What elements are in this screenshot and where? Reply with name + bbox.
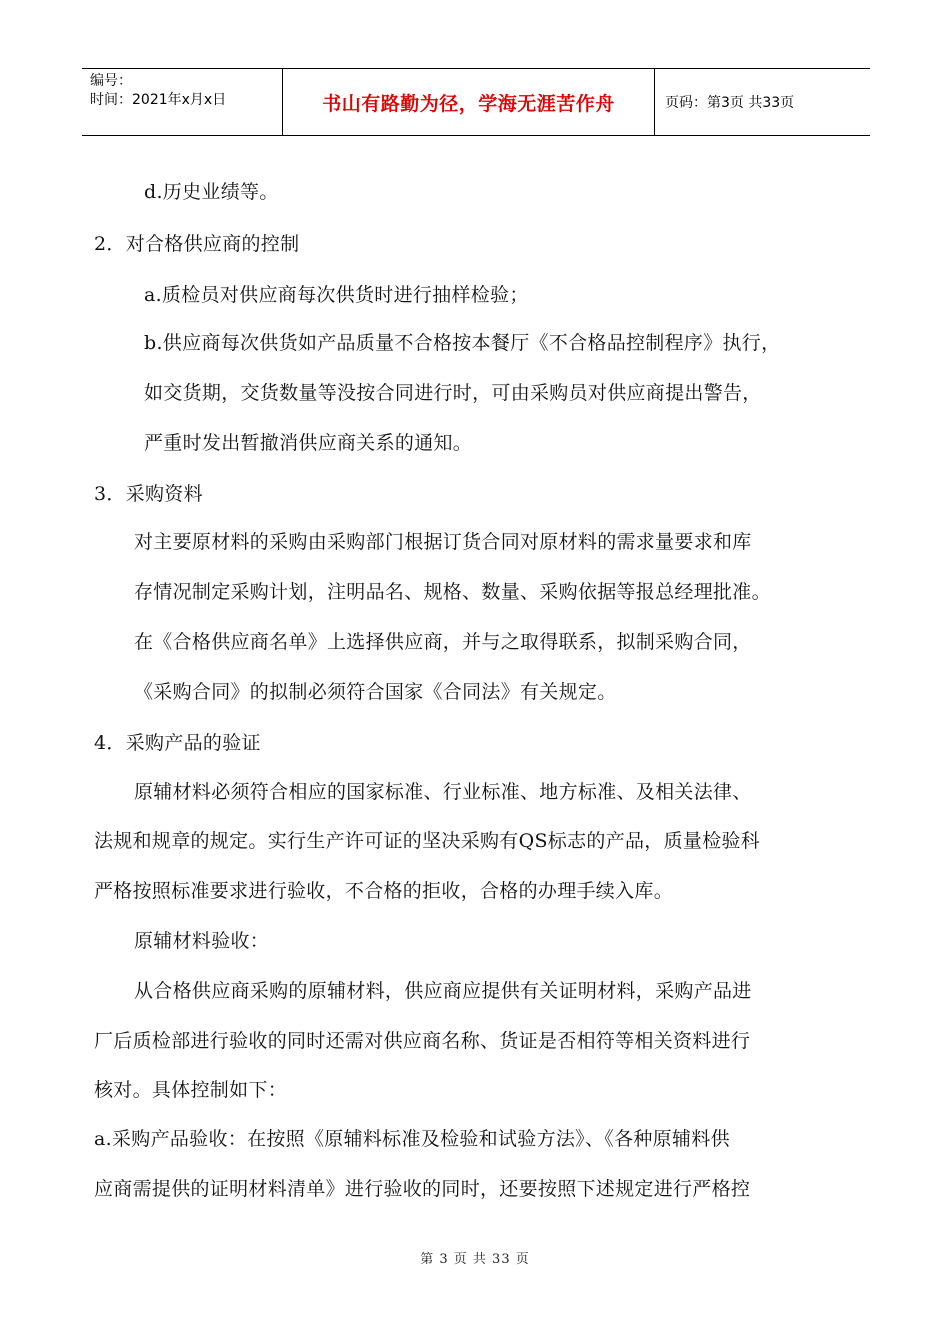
body-line: 严格按照标准要求进行验收，不合格的拒收，合格的办理手续入库。 — [94, 880, 674, 902]
body-line: 对主要原材料的采购由采购部门根据订货合同对原材料的需求量要求和库 — [134, 531, 752, 553]
body-line: d.历史业绩等。 — [144, 181, 279, 203]
body-line: 严重时发出暂撤消供应商关系的通知。 — [144, 432, 473, 454]
body-line: 如交货期，交货数量等没按合同进行时，可由采购员对供应商提出警告， — [144, 382, 762, 404]
section-heading: 4．采购产品的验证 — [94, 732, 261, 754]
body-line: a.采购产品验收：在按照《原辅料标准及检验和试验方法》、《各种原辅料供 — [94, 1128, 730, 1150]
body-line: 法规和规章的规定。实行生产许可证的坚决采购有QS标志的产品，质量检验科 — [94, 830, 761, 852]
header-meta — [82, 69, 283, 135]
body-line: 原辅材料验收： — [134, 930, 270, 952]
body-line: 核对。具体控制如下： — [94, 1079, 288, 1101]
body-line: 《采购合同》的拟制必须符合国家《合同法》有关规定。 — [134, 681, 617, 703]
body-line: 原辅材料必须符合相应的国家标准、行业标准、地方标准、及相关法律、 — [134, 781, 752, 803]
body-line: 应商需提供的证明材料清单》进行验收的同时，还要按照下述规定进行严格控 — [94, 1178, 751, 1200]
document-time-label: 时间：2021年x月x日 — [90, 92, 227, 108]
body-line: 存情况制定采购计划，注明品名、规格、数量、采购依据等报总经理批准。 — [134, 581, 771, 603]
body-line: a.质检员对供应商每次供货时进行抽样检验； — [144, 284, 529, 306]
page-footer: 第 3 页 共 33 页 — [420, 1252, 530, 1267]
section-heading: 2．对合格供应商的控制 — [94, 233, 300, 255]
body-line: 厂后质检部进行验收的同时还需对供应商名称、货证是否相符等相关资料进行 — [94, 1030, 751, 1052]
section-heading: 3．采购资料 — [94, 483, 203, 505]
document-number-label: 编号： — [90, 73, 132, 89]
header-page-number: 页码：第3页 共33页 — [665, 95, 795, 111]
header-motto: 书山有路勤为径，学海无涯苦作舟 — [283, 69, 655, 135]
body-line: b.供应商每次供货如产品质量不合格按本餐厅《不合格品控制程序》执行， — [144, 332, 781, 354]
document-header — [82, 68, 870, 136]
body-line: 从合格供应商采购的原辅材料，供应商应提供有关证明材料，采购产品进 — [134, 980, 752, 1002]
body-line: 在《合格供应商名单》上选择供应商，并与之取得联系，拟制采购合同， — [134, 631, 752, 653]
